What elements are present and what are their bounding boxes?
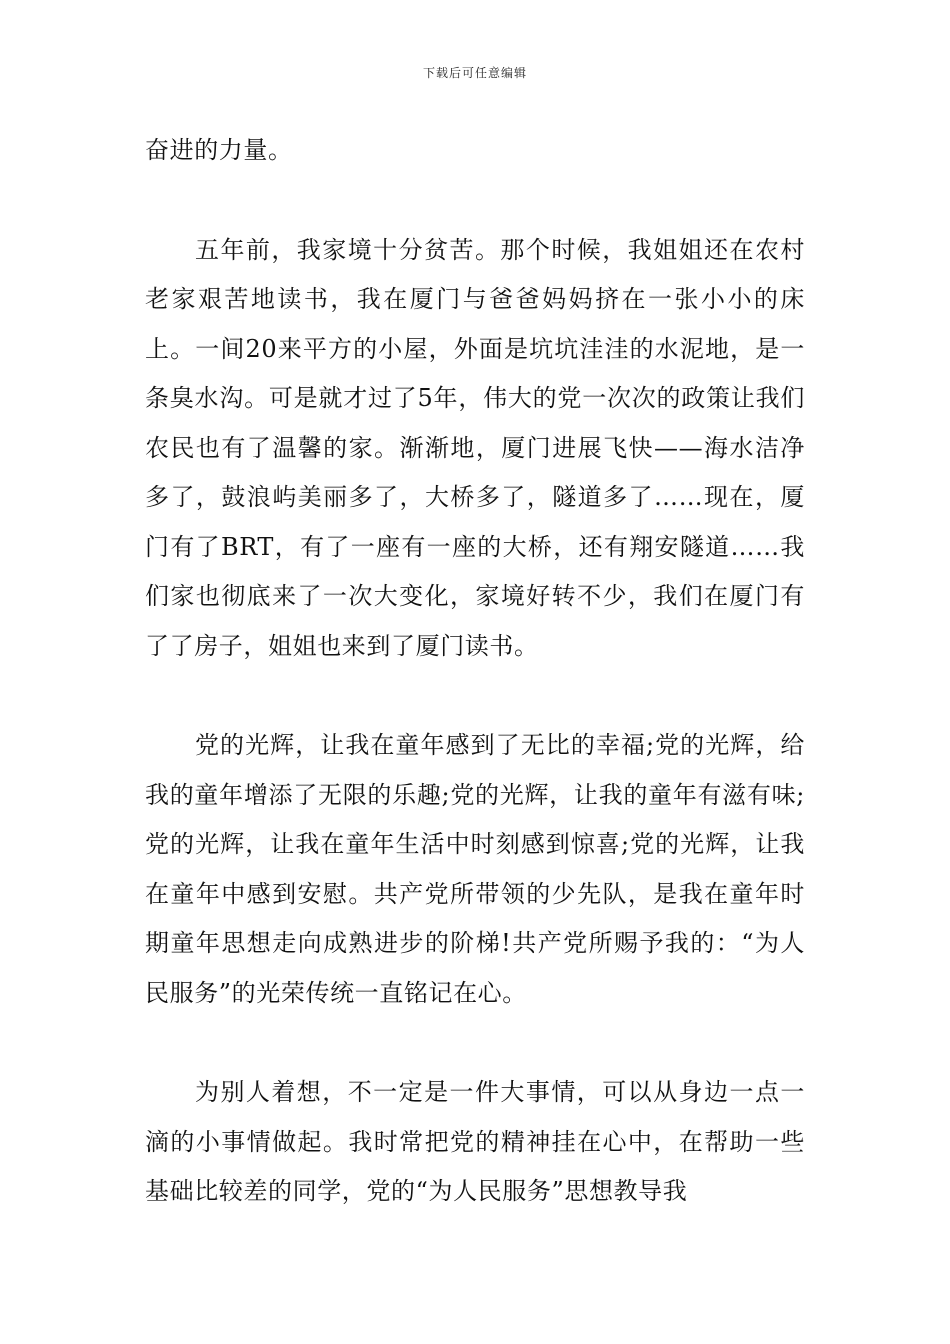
page-header-note: 下载后可任意编辑 bbox=[422, 66, 527, 80]
paragraph-gap bbox=[145, 1018, 805, 1068]
paragraph-gap bbox=[145, 176, 805, 226]
paragraph-thinking-of-others: 为别人着想，不一定是一件大事情，可以从身边一点一滴的小事情做起。我时常把党的精神挂在心中，在帮助一些基础比较差的同学，党的“为人民服务”思想教导我 bbox=[145, 1078, 805, 1205]
paragraph-party-glory: 党的光辉，让我在童年感到了无比的幸福;党的光辉，给我的童年增添了无限的乐趣;党的光辉，让我的童年有滋有味;党的光辉，让我在童年生活中时刻感到惊喜;党的光辉，让我在童年中感到安慰。共产党所带领的少先队，是我在童年时期童年思想走向成熟进步的阶梯!共产党所赐予我的：“为人民服务”的光荣传统一直铭记在心。 bbox=[145, 731, 805, 1007]
paragraph-continuation: 奋进的力量。 bbox=[145, 136, 293, 164]
paragraph-five-years-ago: 五年前，我家境十分贫苦。那个时候，我姐姐还在农村老家艰苦地读书，我在厦门与爸爸妈妈挤在一张小小的床上。一间20来平方的小屋，外面是坑坑洼洼的水泥地，是一条臭水沟。可是就才过了5年，伟大的党一次次的政策让我们农民也有了温馨的家。渐渐地，厦门进展飞快——海水洁净多了，鼓浪屿美丽多了，大桥多了，隧道多了……现在，厦门有了BRT，有了一座有一座的大桥，还有翔安隧道……我们家也彻底来了一次大变化，家境好转不少，我们在厦门有了了房子，姐姐也来到了厦门读书。 bbox=[145, 235, 805, 660]
paragraph-gap bbox=[145, 671, 805, 721]
document-body bbox=[145, 126, 805, 1217]
